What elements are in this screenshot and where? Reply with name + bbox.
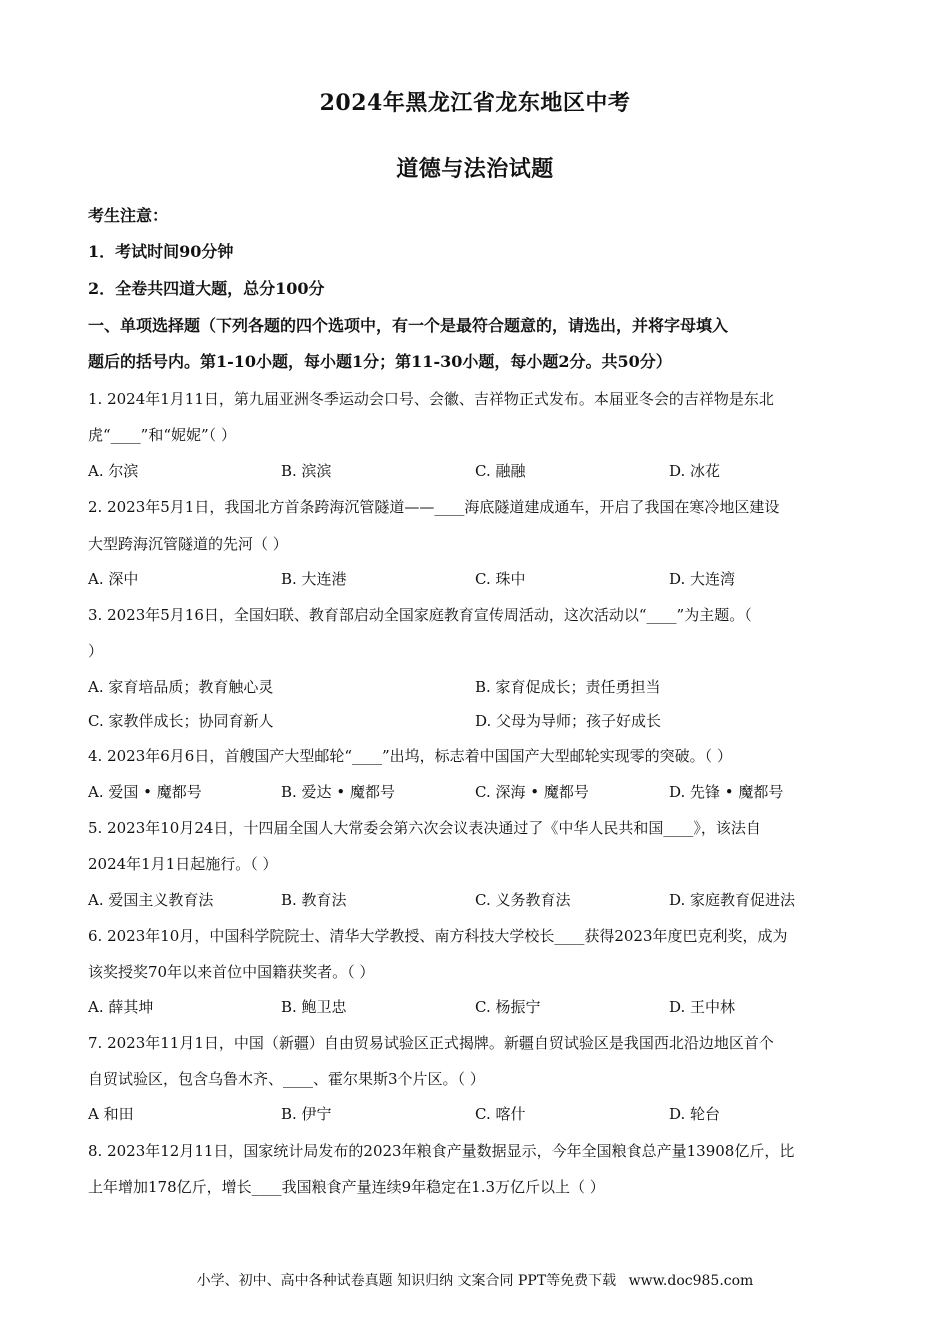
notice-item: 2．全卷共四道大题，总分100分 [88, 279, 325, 298]
question-text: 2. 2023年5月1日，我国北方首条跨海沉管隧道——____海底隧道建成通车，开启了我国在寒冷地区建设 [88, 498, 780, 516]
option-c: C. 家教伴成长；协同育新人 [88, 712, 274, 730]
footer-link[interactable]: www.doc985.com [628, 1273, 754, 1289]
question-text: 自贸试验区，包含乌鲁木齐、____、霍尔果斯3个片区。（ ） [88, 1070, 485, 1088]
question-text: 虎“____”和“妮妮”（ ） [88, 426, 236, 444]
option-b: B. 伊宁 [281, 1105, 332, 1123]
option-b: B. 家育促成长；责任勇担当 [475, 678, 661, 696]
question-text: 1. 2024年1月11日，第九届亚洲冬季运动会口号、会徽、吉祥物正式发布。本届亚冬会的吉祥物是东北 [88, 390, 774, 408]
option-c: C. 喀什 [475, 1105, 526, 1123]
footer-text: 小学、初中、高中各种试卷真题 知识归纳 文案合同 PPT等免费下载 [196, 1273, 617, 1289]
option-a: A. 家育培品质；教育触心灵 [88, 678, 274, 696]
section-instructions: 一、单项选择题（下列各题的四个选项中，有一个是最符合题意的，请选出，并将字母填入 [88, 316, 729, 335]
question-text: 大型跨海沉管隧道的先河（ ） [88, 535, 288, 553]
option-a: A 和田 [88, 1105, 134, 1123]
option-b: B. 教育法 [281, 891, 347, 909]
question-text: ） [88, 642, 104, 660]
option-d: D. 轮台 [669, 1105, 721, 1123]
option-c: C. 杨振宁 [475, 998, 541, 1016]
page-footer [0, 1270, 950, 1290]
option-a: A. 深中 [88, 570, 139, 588]
option-a: A. 薛其坤 [88, 998, 154, 1016]
question-text: 7. 2023年11月1日，中国（新疆）自由贸易试验区正式揭牌。新疆自贸试验区是我国西北沿边地区首个 [88, 1034, 774, 1052]
section-instructions: 题后的括号内。第1-10小题，每小题1分；第11-30小题，每小题2分。共50分） [88, 352, 672, 371]
option-d: D. 父母为导师；孩子好成长 [475, 712, 662, 730]
option-c: C. 深海 • 魔都号 [475, 783, 589, 801]
option-d: D. 大连湾 [669, 570, 736, 588]
option-c: C. 珠中 [475, 570, 526, 588]
notice-heading: 考生注意： [88, 206, 169, 225]
option-a: A. 爱国 • 魔都号 [88, 783, 202, 801]
option-b: B. 鲍卫忠 [281, 998, 347, 1016]
option-c: C. 义务教育法 [475, 891, 571, 909]
option-b: B. 爱达 • 魔都号 [281, 783, 395, 801]
option-b: B. 大连港 [281, 570, 347, 588]
option-a: A. 尔滨 [88, 462, 139, 480]
option-d: D. 冰花 [669, 462, 721, 480]
question-text: 6. 2023年10月，中国科学院院士、清华大学教授、南方科技大学校长____获得2023年度巴克利奖，成为 [88, 927, 788, 945]
option-d: D. 王中林 [669, 998, 736, 1016]
option-d: D. 先锋 • 魔都号 [669, 783, 784, 801]
option-b: B. 滨滨 [281, 462, 332, 480]
option-d: D. 家庭教育促进法 [669, 891, 796, 909]
exam-title: 2024年黑龙江省龙东地区中考 [319, 90, 631, 116]
question-text: 该奖授奖70年以来首位中国籍获奖者。（ ） [88, 963, 375, 981]
exam-subtitle: 道德与法治试题 [396, 156, 554, 182]
notice-item: 1．考试时间90分钟 [88, 242, 234, 261]
question-text: 8. 2023年12月11日，国家统计局发布的2023年粮食产量数据显示，今年全国粮食总产量13908亿斤，比 [88, 1142, 795, 1160]
question-text: 2024年1月1日起施行。（ ） [88, 855, 278, 873]
question-text: 3. 2023年5月16日，全国妇联、教育部启动全国家庭教育宣传周活动，这次活动以“____”为主题。（ [88, 606, 752, 624]
option-a: A. 爱国主义教育法 [88, 891, 214, 909]
question-text: 5. 2023年10月24日，十四届全国人大常委会第六次会议表决通过了《中华人民共和国____》，该法自 [88, 819, 761, 837]
option-c: C. 融融 [475, 462, 526, 480]
question-text: 上年增加178亿斤，增长____我国粮食产量连续9年稳定在1.3万亿斤以上（ ） [88, 1178, 605, 1196]
question-text: 4. 2023年6月6日，首艘国产大型邮轮“____”出坞，标志着中国国产大型邮轮实现零的突破。（ ） [88, 747, 732, 765]
